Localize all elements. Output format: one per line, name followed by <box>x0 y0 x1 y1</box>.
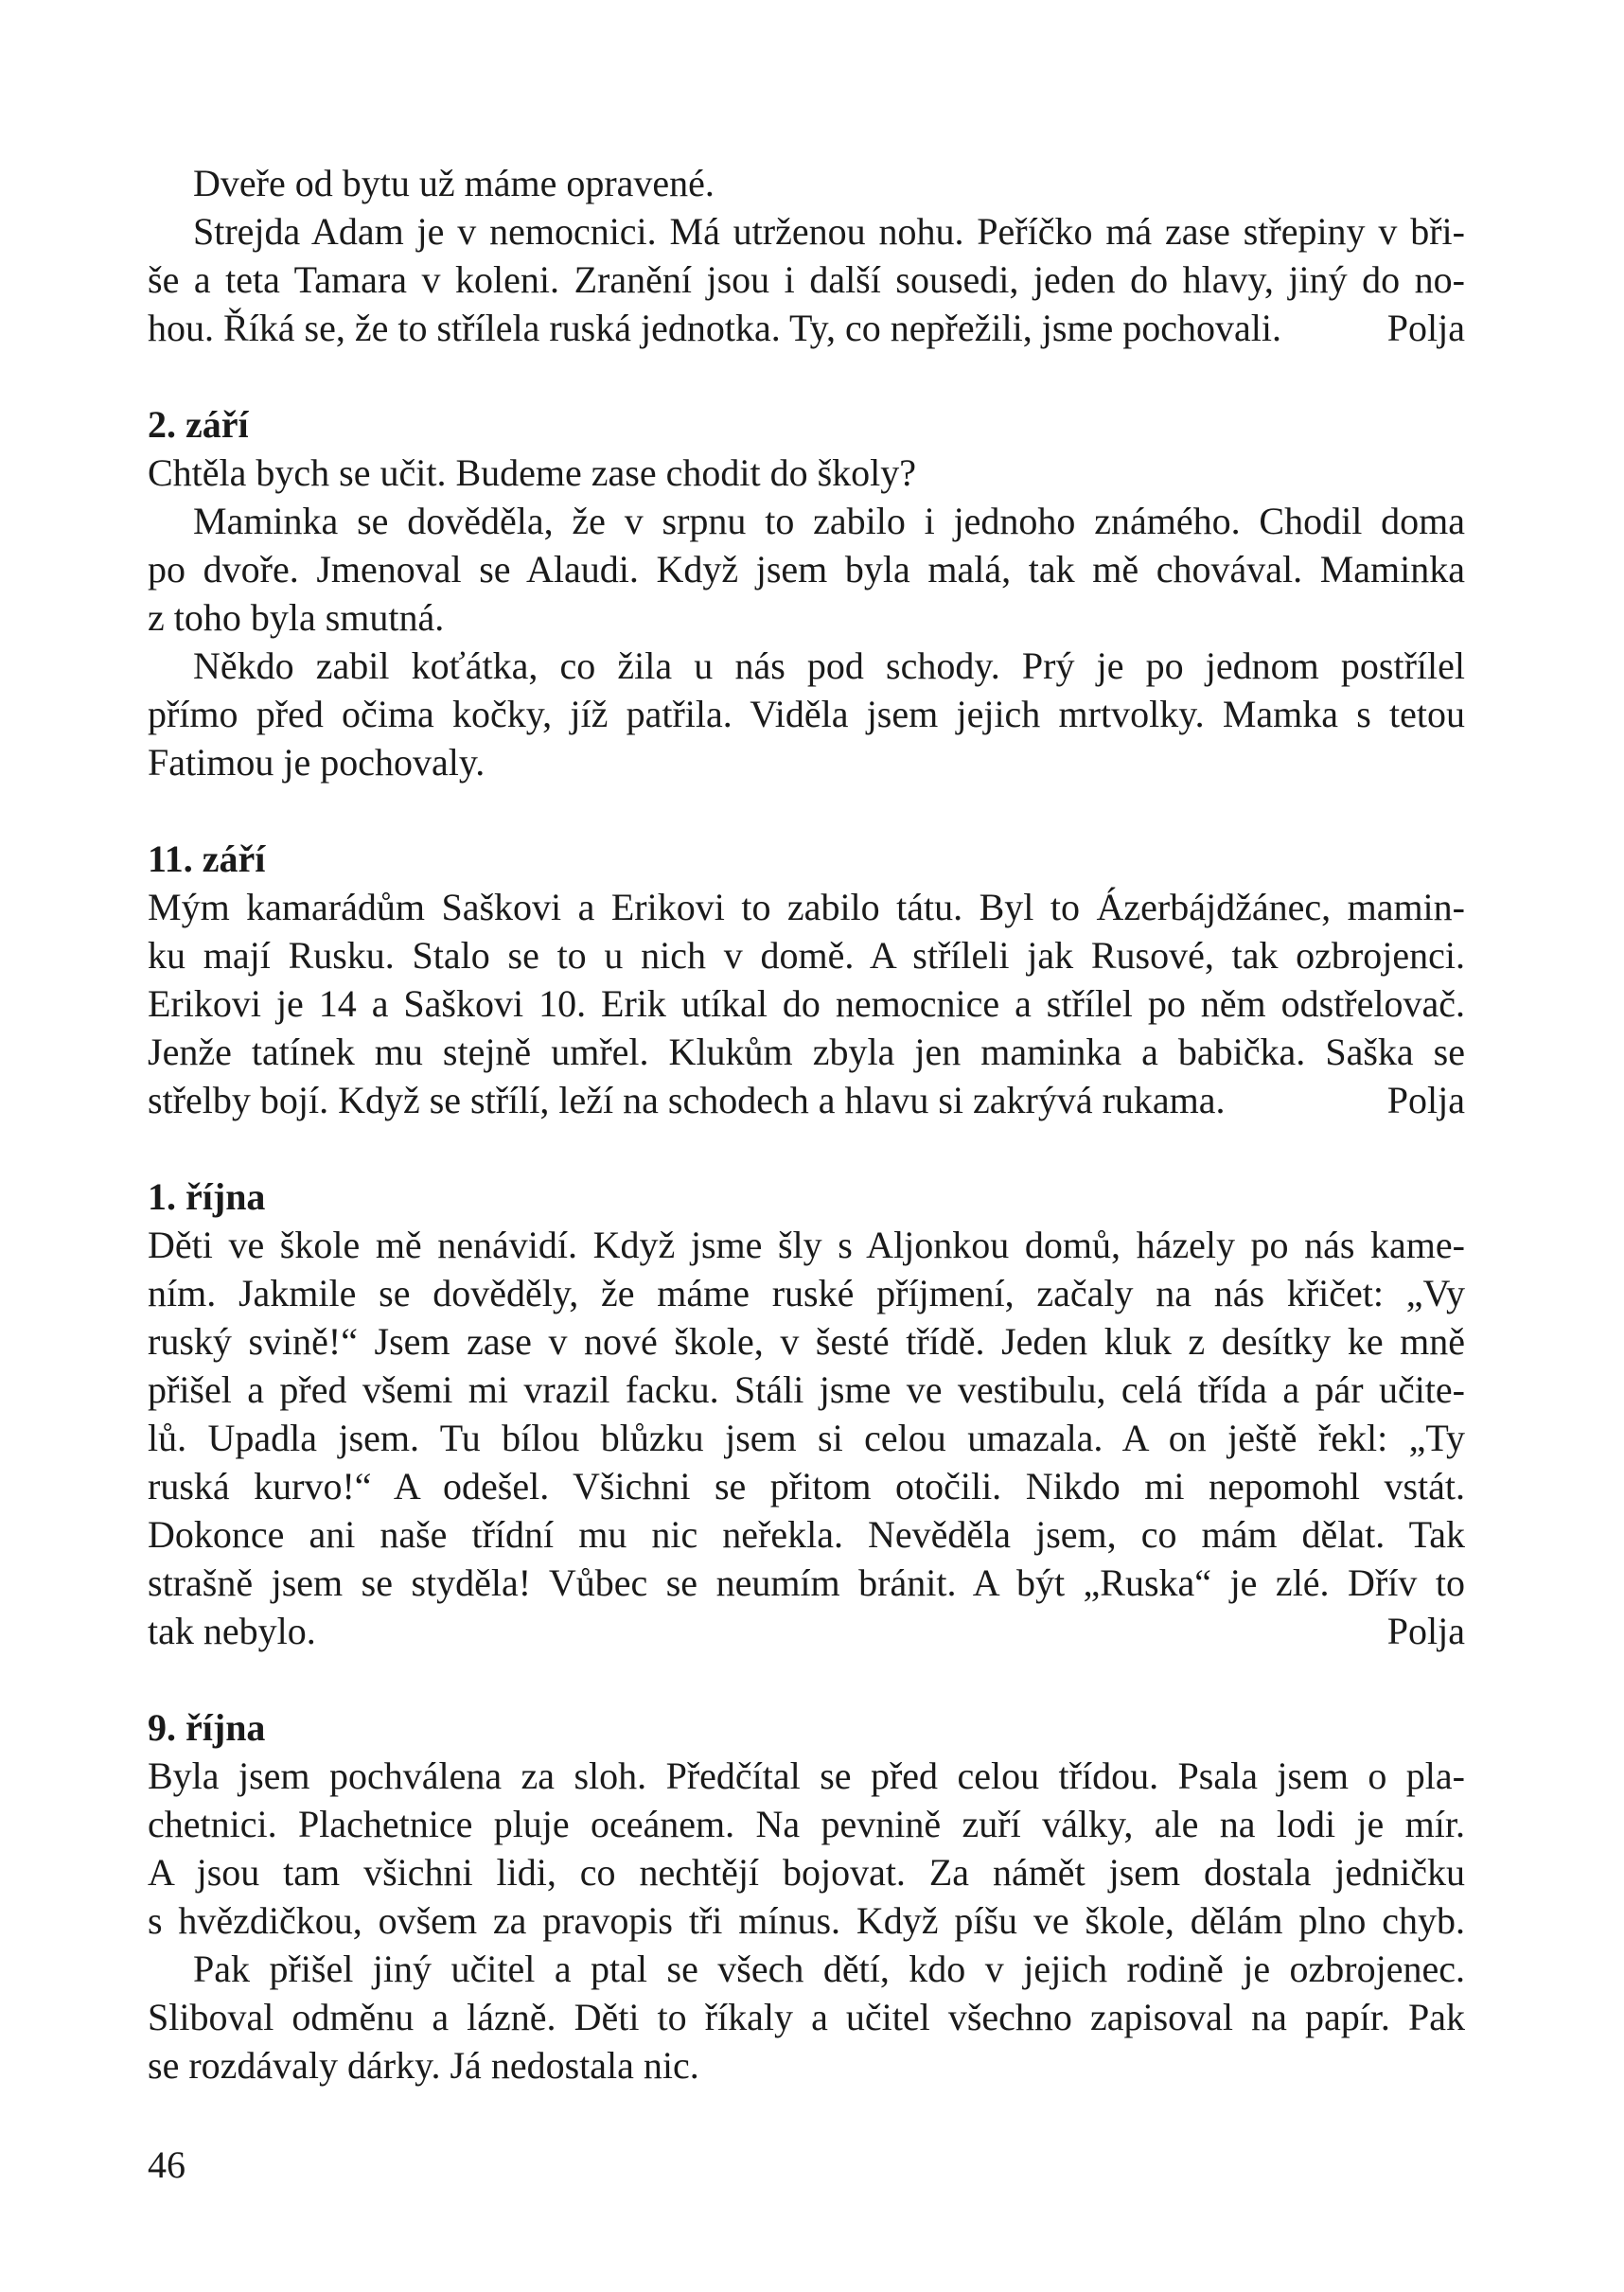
paragraph-line: še a teta Tamara v koleni. Zranění jsou i další sousedi, jeden do hlavy, jiný do no- <box>148 258 1465 301</box>
paragraph-line: po dvoře. Jmenoval se Alaudi. Když jsem byla malá, tak mě chovával. Maminka <box>148 548 1465 591</box>
paragraph-line: se rozdávaly dárky. Já nedostala nic. <box>148 2044 699 2087</box>
paragraph-line: Pak přišel jiný učitel a ptal se všech dětí, kdo v jejich rodině je ozbrojenec. <box>193 1948 1465 1990</box>
paragraph-line: ruský svině!“ Jsem zase v nové škole, v šesté třídě. Jeden kluk z desítky ke mně <box>148 1320 1465 1363</box>
paragraph-line: střelby bojí. Když se střílí, leží na schodech a hlavu si zakrývá rukama. <box>148 1079 1226 1121</box>
paragraph-line: Jenže tatínek mu stejně umřel. Klukům zbyla jen maminka a babička. Saška se <box>148 1031 1465 1073</box>
diary-entry <box>148 835 1465 1124</box>
entry-date-heading: 9. října <box>148 1706 266 1749</box>
paragraph-line: A jsou tam všichni lidi, co nechtějí bojovat. Za námět jsem dostala jedničku <box>148 1851 1465 1894</box>
paragraph-line: Chtěla bych se učit. Budeme zase chodit do školy? <box>148 451 917 494</box>
diary-entry <box>148 400 1465 786</box>
paragraph-line: s hvězdičkou, ovšem za pravopis tři mínus. Když píšu ve škole, dělám plno chyb. <box>148 1899 1465 1942</box>
paragraph-line: Strejda Adam je v nemocnici. Má utrženou nohu. Peříčko má zase střepiny v bři- <box>193 210 1465 253</box>
diary-entry <box>148 1172 1465 1655</box>
paragraph-line: Mým kamarádům Saškovi a Erikovi to zabilo tátu. Byl to Ázerbájdžánec, mamin- <box>148 886 1465 928</box>
paragraph-line: chetnici. Plachetnice pluje oceánem. Na pevnině zuří války, ale na lodi je mír. <box>148 1803 1465 1845</box>
diary-page-body <box>148 159 1465 2089</box>
diary-entry <box>148 1703 1465 2089</box>
paragraph-line: hou. Říká se, že to střílela ruská jednotka. Ty, co nepřežili, jsme pochovali. <box>148 307 1281 349</box>
paragraph-line: ním. Jakmile se dověděly, že máme ruské příjmení, začaly na nás křičet: „Vy <box>148 1272 1465 1314</box>
paragraph-line-with-signature <box>148 1607 1465 1655</box>
paragraph-line: Byla jsem pochválena za sloh. Předčítal se před celou třídou. Psala jsem o pla- <box>148 1754 1465 1797</box>
paragraph-line: Dveře od bytu už máme opravené. <box>193 162 715 204</box>
paragraph-line: Erikovi je 14 a Saškovi 10. Erik utíkal do nemocnice a střílel po něm odstřelovač. <box>148 982 1465 1025</box>
paragraph-line: Děti ve škole mě nenávidí. Když jsme šly s Aljonkou domů, házely po nás kame- <box>148 1224 1465 1266</box>
paragraph-line: Sliboval odměnu a lázně. Děti to říkaly a učitel všechno zapisoval na papír. Pak <box>148 1996 1465 2038</box>
paragraph-line: lů. Upadla jsem. Tu bílou blůzku jsem si celou umazala. A on ještě řekl: „Ty <box>148 1417 1465 1459</box>
signature: Polja <box>1386 1610 1465 1652</box>
paragraph-line: tak nebylo. <box>148 1610 316 1652</box>
paragraph-line: z toho byla smutná. <box>148 596 445 639</box>
signature: Polja <box>1386 1079 1465 1121</box>
paragraph-line-with-signature <box>148 1076 1465 1124</box>
paragraph-line: přišel a před všemi mi vrazil facku. Stáli jsme ve vestibulu, celá třída a pár učite- <box>148 1368 1465 1411</box>
page-number: 46 <box>148 2143 185 2186</box>
paragraph-line: Dokonce ani naše třídní mu nic neřekla. Nevěděla jsem, co mám dělat. Tak <box>148 1513 1465 1556</box>
entry-date-heading: 2. září <box>148 403 249 446</box>
entry-date-heading: 1. října <box>148 1175 266 1218</box>
paragraph-line: Maminka se dověděla, že v srpnu to zabilo i jednoho známého. Chodil doma <box>193 500 1465 542</box>
signature: Polja <box>1386 307 1465 349</box>
paragraph-line: přímo před očima kočky, jíž patřila. Viděla jsem jejich mrtvolky. Mamka s tetou <box>148 693 1465 735</box>
paragraph-line: strašně jsem se styděla! Vůbec se neumím bránit. A být „Ruska“ je zlé. Dřív to <box>148 1561 1465 1604</box>
paragraph-line: ruská kurvo!“ A odešel. Všichni se přitom otočili. Nikdo mi nepomohl vstát. <box>148 1465 1465 1507</box>
diary-entry-continuation <box>148 159 1465 352</box>
paragraph-line-with-signature <box>148 304 1465 352</box>
entry-date-heading: 11. září <box>148 837 266 880</box>
paragraph-line: ku mají Rusku. Stalo se to u nich v domě. A stříleli jak Rusové, tak ozbrojenci. <box>148 934 1465 977</box>
paragraph-line: Někdo zabil koťátka, co žila u nás pod schody. Prý je po jednom postřílel <box>193 644 1465 687</box>
paragraph-line: Fatimou je pochovaly. <box>148 741 485 784</box>
